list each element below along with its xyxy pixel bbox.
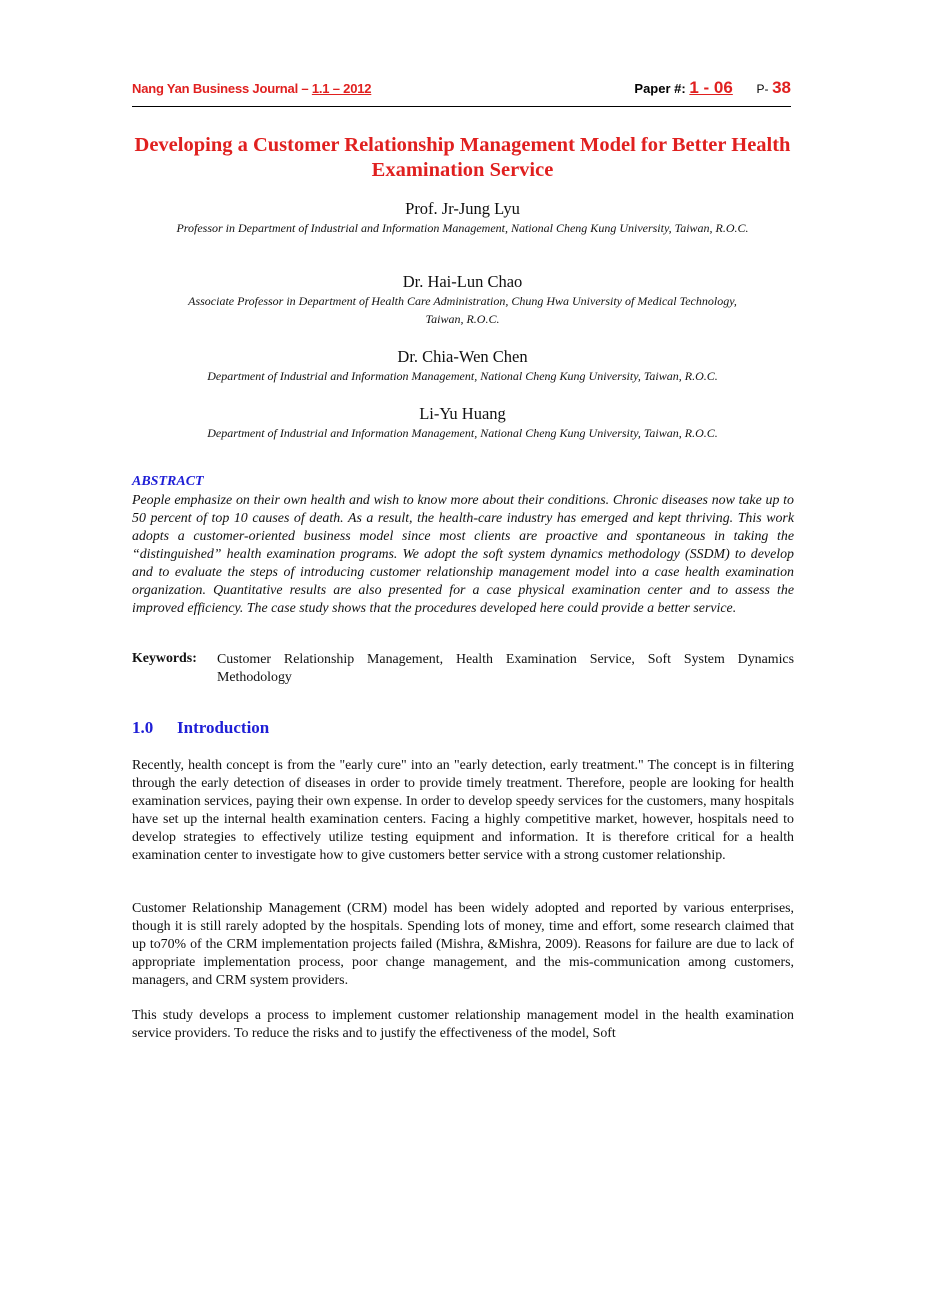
author-name: Prof. Jr-Jung Lyu	[405, 199, 520, 218]
author-name: Li-Yu Huang	[419, 404, 506, 423]
paper-info	[634, 78, 791, 98]
author-name: Dr. Chia-Wen Chen	[397, 347, 528, 366]
running-header	[132, 78, 791, 107]
section-number: 1.0	[132, 718, 154, 737]
abstract-heading: ABSTRACT	[132, 474, 204, 489]
body-paragraph: Customer Relationship Management (CRM) model has been widely adopted and reported by various enterprises, though it is still rarely adopted by the hospitals. Spending lots of money, time and effort, some research claimed that up to70% of the CRM implementation projects failed (Mishra, &Mishra, 2009). Reasons for failure are due to lack of appropriate implementation process, poor change management, and the mis-communication among customers, managers, and CRM system providers.	[132, 901, 794, 988]
journal-citation	[132, 81, 371, 96]
abstract-text: People emphasize on their own health and wish to know more about their conditions. Chronic diseases now take up to 50 percent of top 10 causes of death. As a result, the health-care industry has emerged and kept thriving. This work adopts a customer-oriented business model since most clients are proactive and spontaneous in taking the “distinguished” health examination programs. We adopt the soft system dynamics methodology (SSDM) to develop and to evaluate the steps of introducing customer relationship management model into a case health examination organization. Quantitative results are also presented for a case physical examination center and to assess the improved efficiency. The case study shows that the procedures developed here could provide a better service.	[132, 493, 794, 616]
author-affiliation: Department of Industrial and Information Management, National Cheng Kung University, Taiwan, R.O.C.	[207, 426, 718, 440]
body-paragraph: This study develops a process to implement customer relationship management model in the health examination service providers. To reduce the risks and to justify the effectiveness of the model, Soft	[132, 1008, 794, 1041]
page-label: P-	[756, 82, 769, 96]
section-heading	[132, 718, 269, 738]
journal-volume: 1.1 – 2012	[311, 81, 372, 96]
paper-title: Developing a Customer Relationship Management Model for Better Health Examination Service	[134, 134, 791, 181]
author-affiliation: Department of Industrial and Information Management, National Cheng Kung University, Taiwan, R.O.C.	[207, 369, 718, 383]
author-block	[132, 347, 793, 385]
paper-label: Paper #:	[634, 81, 686, 96]
author-affiliation: Associate Professor in Department of Health Care Administration, Chung Hwa University of Medical Technology, Taiwan, R.O.C.	[188, 294, 737, 326]
keywords-text: Customer Relationship Management, Health Examination Service, Soft System Dynamics Methodology	[217, 652, 794, 685]
keywords-label: Keywords:	[132, 651, 197, 666]
section-title: Introduction	[177, 718, 270, 737]
journal-name: Nang Yan Business Journal –	[132, 81, 309, 96]
author-name: Dr. Hai-Lun Chao	[402, 272, 523, 291]
page-number: 38	[772, 78, 791, 97]
author-block	[132, 404, 793, 442]
paper-number: 1 - 06	[689, 78, 733, 97]
body-paragraph: Recently, health concept is from the "early cure" into an "early detection, early treatment." The concept is in filtering through the early detection of diseases in order to provide timely treatment. Therefore, people are looking for health examination services, paying their own expense. In order to develop speedy services for the customers, many hospitals have set up the internal health examination centers. Facing a highly competitive market, however, hospitals need to develop strategies to effectively utilize testing equipment and information. It is therefore critical for a health examination center to investigate how to give customers better service with a strong customer relationship.	[132, 758, 794, 863]
author-affiliation: Professor in Department of Industrial and Information Management, National Cheng Kung University, Taiwan, R.O.C.	[176, 221, 749, 235]
author-block	[132, 199, 793, 237]
author-block	[132, 272, 793, 328]
